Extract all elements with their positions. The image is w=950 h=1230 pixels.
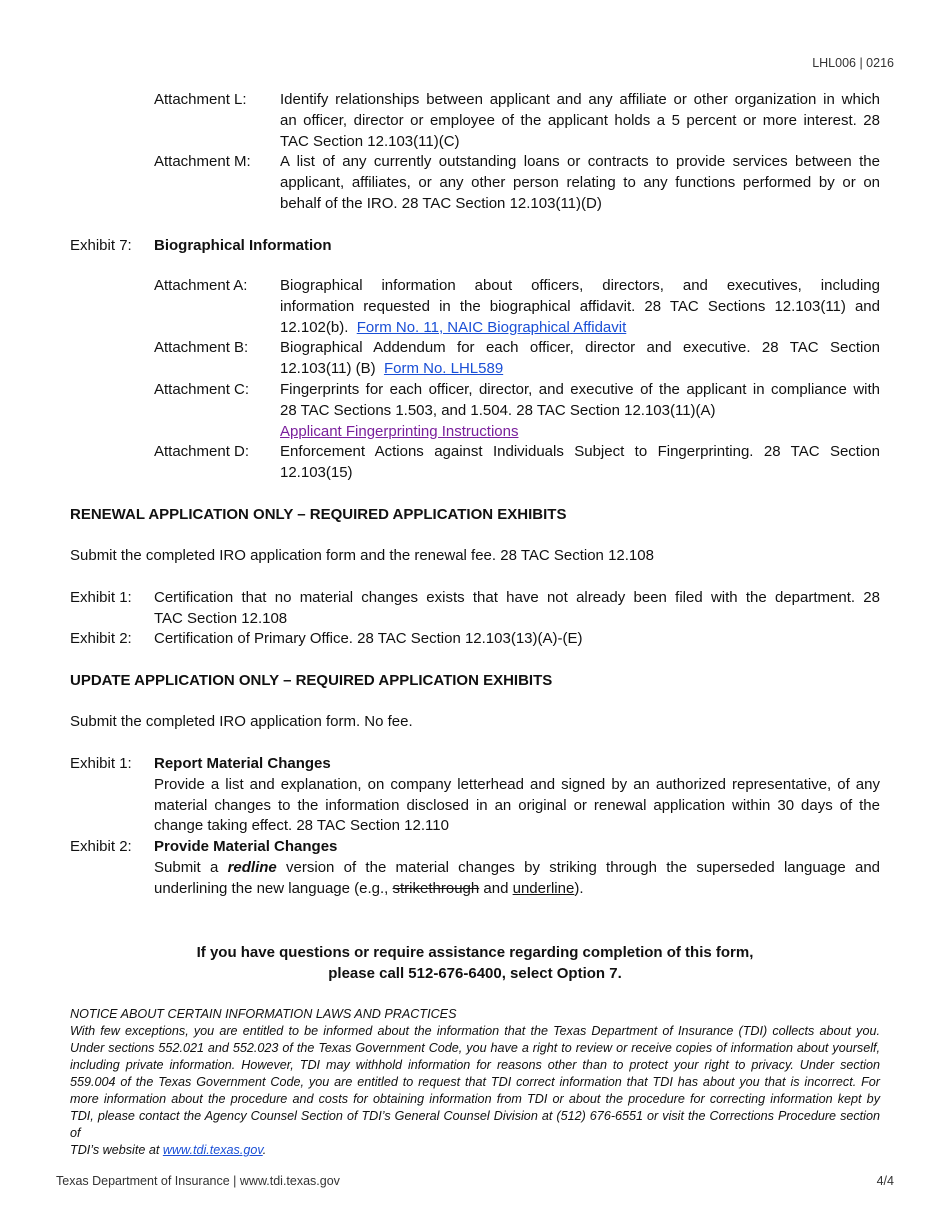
text-line: information requested in the biographical affidavit. 28 TAC Sections 12.103(11) and	[280, 297, 880, 315]
notice-line: TDI, please contact the Agency Counsel Section of TDI’s General Counsel Division at (512) 676-6551 or visit the Corrections Procedure section of	[70, 1109, 880, 1140]
privacy-notice	[70, 1006, 880, 1159]
exhibit-label: Exhibit 1:	[70, 589, 132, 606]
text-line: TAC Section 12.108	[154, 609, 288, 627]
text-fragment: underlining the new language (e.g.,	[154, 879, 393, 897]
tdi-website-link[interactable]: www.tdi.texas.gov	[162, 1143, 263, 1157]
page-number: 4/4	[876, 1174, 894, 1188]
text-fragment: TDI’s website at	[70, 1143, 163, 1157]
attachment-label: Attachment L:	[154, 91, 247, 108]
text-line: Biographical Addendum for each officer, director and executive. 28 TAC Section	[280, 339, 880, 356]
notice-line: including private information. However, TDI may withhold information for reasons other than to protect your right to privacy. Under section	[70, 1058, 880, 1072]
text-fragment: 12.102(b).	[280, 318, 357, 336]
exhibit-label: Exhibit 7:	[70, 237, 132, 254]
text-line	[154, 879, 880, 900]
text-line	[154, 858, 880, 879]
exhibit-title: Report Material Changes	[154, 755, 331, 772]
text-line-with-link	[280, 359, 880, 380]
attachment-label: Attachment D:	[154, 443, 250, 460]
footer-agency: Texas Department of Insurance | www.tdi.texas.gov	[56, 1174, 340, 1188]
notice-line: more information about the procedure and costs for obtaining information from TDI or about the procedure for correcting information kept by	[70, 1092, 880, 1106]
exhibit-title: Provide Material Changes	[154, 838, 338, 855]
text-line: material changes to the information disclosed in an original or renewal application within 30 days of the	[154, 796, 880, 814]
exhibit-title: Biographical Information	[154, 237, 332, 254]
attachment-label: Attachment A:	[154, 277, 248, 294]
fingerprinting-instructions-link[interactable]: Applicant Fingerprinting Instructions	[280, 422, 519, 440]
text-line: Identify relationships between applicant and any affiliate or other organization in which	[280, 91, 880, 108]
update-heading: UPDATE APPLICATION ONLY – REQUIRED APPLICATION EXHIBITS	[70, 672, 553, 689]
assistance-line: If you have questions or require assistance regarding completion of this form,	[196, 944, 754, 961]
strikethrough-example: strikethrough	[392, 879, 480, 897]
renewal-intro: Submit the completed IRO application form and the renewal fee. 28 TAC Section 12.108	[70, 547, 654, 564]
notice-line: Under sections 552.021 and 552.023 of the Texas Government Code, you have a right to review or receive copies of information about yourself,	[70, 1041, 880, 1055]
text-line: Provide a list and explanation, on company letterhead and signed by an authorized representative, of any	[154, 775, 880, 793]
text-fragment: Submit a	[154, 858, 228, 876]
notice-line: 559.004 of the Texas Government Code, you are entitled to request that TDI correct information that TDI has about you that is incorrect. For	[70, 1075, 880, 1089]
text-fragment: and	[479, 879, 513, 897]
notice-line: With few exceptions, you are entitled to be informed about the information that the Texas Department of Insurance (TDI) collects about you.	[70, 1024, 880, 1038]
text-line: an officer, director or employee of the applicant holds a 5 percent or more interest. 28	[280, 111, 880, 129]
text-fragment: 12.103(11) (B)	[280, 359, 384, 377]
text-line: applicant, affiliates, or any other person relating to any functions performed by or on	[280, 173, 880, 191]
notice-line	[70, 1142, 880, 1159]
naic-affidavit-link[interactable]: Form No. 11, NAIC Biographical Affidavit	[356, 318, 627, 336]
notice-title: NOTICE ABOUT CERTAIN INFORMATION LAWS AND PRACTICES	[70, 1007, 457, 1021]
text-line: Enforcement Actions against Individuals Subject to Fingerprinting. 28 TAC Section	[280, 443, 880, 460]
text-fragment: version of the material changes by striking through the superseded language and	[276, 858, 880, 876]
attachment-label: Attachment M:	[154, 153, 251, 170]
text-fragment: ).	[574, 879, 584, 897]
attachment-label: Attachment C:	[154, 381, 250, 398]
text-line: 12.103(15)	[280, 463, 353, 481]
renewal-heading: RENEWAL APPLICATION ONLY – REQUIRED APPLICATION EXHIBITS	[70, 506, 567, 523]
text-line-with-link	[280, 318, 880, 339]
text-line: Certification of Primary Office. 28 TAC Section 12.103(13)(A)-(E)	[154, 630, 583, 647]
form-code: LHL006 | 0216	[812, 56, 894, 70]
exhibit-label: Exhibit 2:	[70, 838, 132, 855]
text-line: 28 TAC Sections 1.503, and 1.504. 28 TAC Section 12.103(11)(A)	[280, 401, 716, 419]
text-line: behalf of the IRO. 28 TAC Section 12.103(11)(D)	[280, 194, 602, 212]
exhibit-label: Exhibit 2:	[70, 630, 132, 647]
text-line: TAC Section 12.103(11)(C)	[280, 132, 460, 150]
attachment-label: Attachment B:	[154, 339, 249, 356]
update-intro: Submit the completed IRO application form. No fee.	[70, 713, 413, 730]
underline-example: underline	[512, 879, 575, 897]
assistance-line: please call 512-676-6400, select Option 7.	[328, 965, 622, 982]
text-line: A list of any currently outstanding loans or contracts to provide services between the	[280, 153, 880, 170]
redline-emphasis: redline	[227, 858, 277, 876]
assistance-box	[0, 942, 950, 984]
form-lhl589-link[interactable]: Form No. LHL589	[383, 359, 504, 377]
text-line: Biographical information about officers, directors, and executives, including	[280, 277, 880, 294]
text-line: Fingerprints for each officer, director, and executive of the applicant in compliance with	[280, 381, 880, 398]
text-line: change taking effect. 28 TAC Section 12.110	[154, 817, 449, 835]
text-fragment: .	[262, 1143, 267, 1157]
text-line: Certification that no material changes exists that have not already been filed with the department. 28	[154, 589, 880, 606]
exhibit-label: Exhibit 1:	[70, 755, 132, 772]
